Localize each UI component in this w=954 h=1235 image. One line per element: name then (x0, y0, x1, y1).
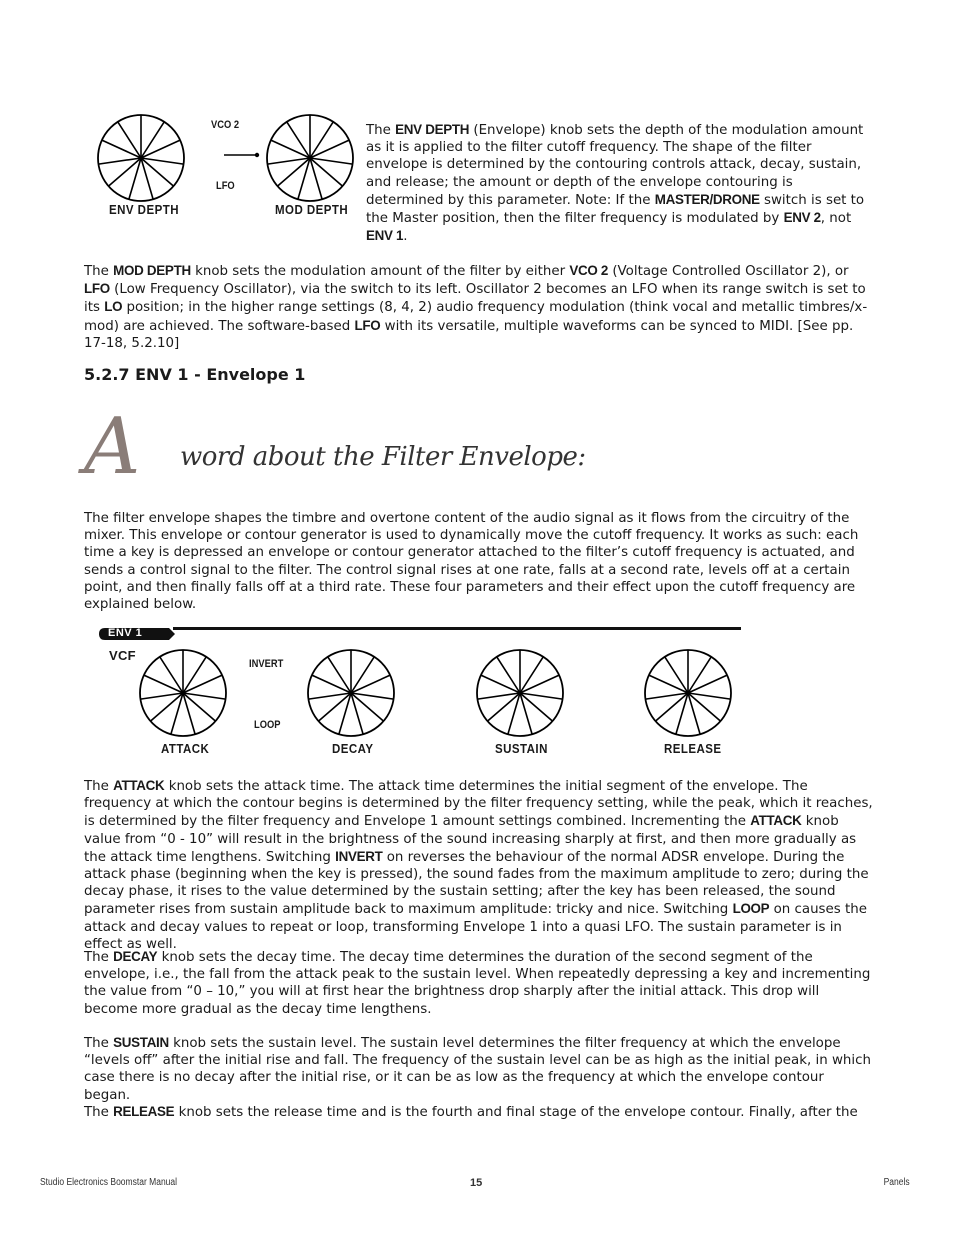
attack-label: ATTACK (161, 742, 210, 756)
section-heading: 5.2.7 ENV 1 - Envelope 1 (84, 365, 306, 384)
decay-paragraph: The DECAY knob sets the decay time. The decay time determines the duration of the second segment of the envelope, i.e., the fall from the attack peak to the sustain level. When repeatedly depressing a key and incrementing the value from “0 – 10,” you will at first hear the brightness drop sharply after the initial attack. This drop will become more gradual as the decay time lengthens. (84, 949, 871, 1017)
script-title: word about the Filter Envelope: (180, 442, 586, 472)
sustain-knob[interactable] (475, 648, 565, 738)
vco2-label: VCO 2 (211, 119, 240, 131)
invert-label: INVERT (249, 658, 284, 670)
env-depth-knob[interactable] (96, 113, 186, 203)
attack-knob[interactable] (138, 648, 228, 738)
footer-manual-title: Studio Electronics Boomstar Manual (40, 1177, 178, 1188)
release-paragraph: The RELEASE knob sets the release time and is the fourth and final stage of the envelope contour. Finally, after the (84, 1104, 858, 1120)
sustain-paragraph: The SUSTAIN knob sets the sustain level. The sustain level determines the filter frequency at which the envelope “levels off” after the initial rise and fall. The frequency of the sustain level can be as high as the initial peak, in which case there is no decay after the initial rise, or it can be as low as the frequency at which the envelope contour began. (84, 1035, 871, 1103)
mod-depth-label: MOD DEPTH (275, 203, 349, 217)
env1-panel-bar (97, 626, 742, 642)
decay-knob[interactable] (306, 648, 396, 738)
sustain-label: SUSTAIN (495, 742, 548, 756)
release-knob[interactable] (643, 648, 733, 738)
attack-paragraph: The ATTACK knob sets the attack time. The attack time determines the initial segment of the envelope. The frequency at which the contour begins is determined by the filter frequency setting, while the peak, which it reaches, is determined by the filter frequency and Envelope 1 amount settings combined. Incrementing the ATTACK knob value from “0 - 10” will result in the brightness of the sound increasing sharply at first, and then more gradually as the attack time lengthens. Switching INVERT on reverses the behaviour of the normal ADSR envelope. During the attack phase (beginning when the key is pressed), the sound fades from the maximum amplitude to zero; during the decay phase, it rises to the value determined by the sustain setting; after the key has been released, the sound parameter rises from sustain amplitude back to maximum amplitude: tricky and nice. Switching LOOP on causes the attack and decay values to repeat or loop, transforming Envelope 1 into a quasi LFO. The sustain parameter is in effect as well. (84, 778, 873, 952)
vcf-label: VCF (109, 648, 136, 663)
footer-page-number: 15 (470, 1177, 483, 1189)
filter-envelope-paragraph: The filter envelope shapes the timbre and overtone content of the audio signal as it flows from the circuitry of the mixer. This envelope or contour generator is used to dynamically move the cutoff frequency. It works as such: each time a key is depressed an envelope or contour generator attached to the filter’s cutoff frequency is actuated, and sends a control signal to the filter. The control signal rises at one rate, falls at a second rate, levels off at a certain point, and then finally falls off at a third rate. These four parameters and their effect upon the cutoff frequency are explained below. (84, 511, 859, 613)
script-title-initial: A (84, 402, 141, 492)
release-label: RELEASE (664, 742, 722, 756)
mod-source-switch[interactable] (222, 150, 262, 160)
env-depth-paragraph: The ENV DEPTH (Envelope) knob sets the depth of the modulation amount as it is applied to the filter cutoff frequency. The shape of the filter envelope is determined by the contouring controls attack, decay, sustain, and release; the amount or depth of the envelope contouring is determined by this parameter. Note: If the MASTER/DRONE switch is set to the Master position, then the filter frequency is modulated by ENV 2, not ENV 1. (366, 122, 865, 245)
env1-tag: ENV 1 (108, 627, 143, 639)
mod-depth-paragraph: The MOD DEPTH knob sets the modulation amount of the filter by either VCO 2 (Voltage Controlled Oscillator 2), or LFO (Low Frequency Oscillator), via the switch to its left. Oscillator 2 becomes an LFO when its range switch is set to its LO position; in the higher range settings (8, 4, 2) audio frequency modulation (think vocal and metallic timbres/x-mod) are achieved. The software-based LFO with its versatile, multiple waveforms can be synced to MIDI. [See pp. 17-18, 5.2.10] (84, 263, 868, 351)
lfo-label: LFO (216, 180, 235, 192)
mod-depth-knob[interactable] (265, 113, 355, 203)
decay-label: DECAY (332, 742, 374, 756)
loop-label: LOOP (254, 719, 281, 731)
env-depth-label: ENV DEPTH (109, 203, 179, 217)
footer-section: Panels (884, 1177, 910, 1188)
